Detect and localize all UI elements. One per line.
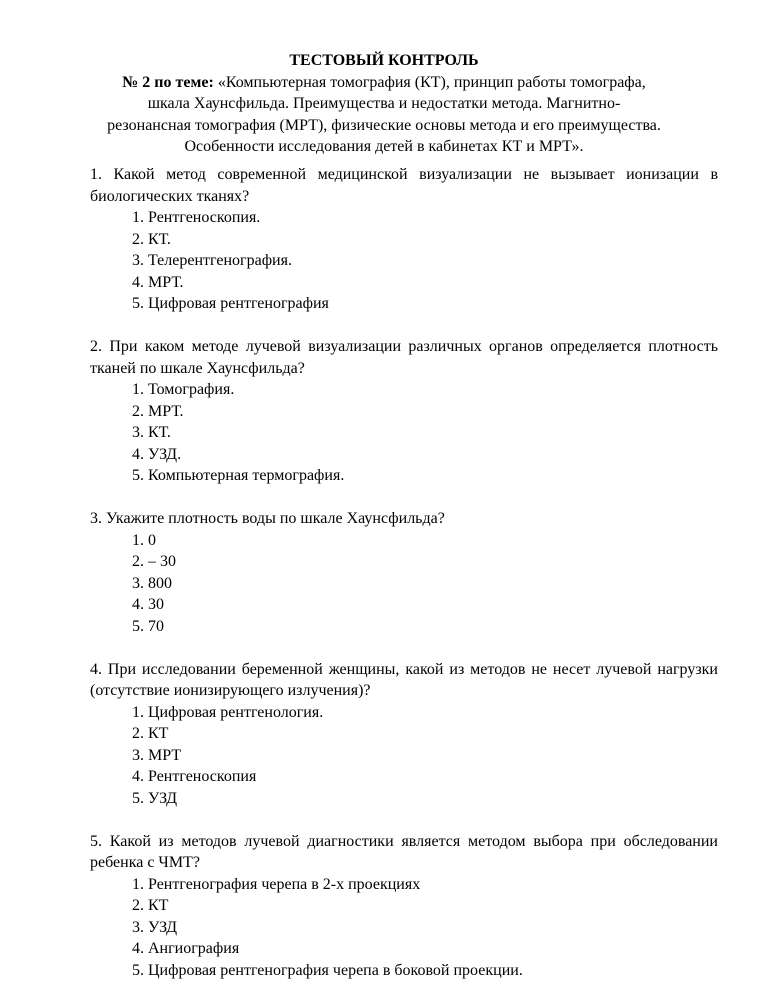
answer-option: 4. МРТ. <box>132 273 184 291</box>
document-header <box>60 50 708 158</box>
question-3 <box>90 508 718 637</box>
answer-option: 2. КТ. <box>132 230 171 248</box>
question-text: 1. Какой метод современной медицинской визуализации не вызывает ионизации в биологических тканях? <box>90 166 718 205</box>
subject-line: резонансная томография (МРТ), физические основы метода и его преимущества. <box>107 116 661 134</box>
question-5 <box>90 831 718 982</box>
answer-option: 2. КТ <box>132 725 169 742</box>
answer-options <box>90 702 718 810</box>
answer-option: 2. – 30 <box>132 553 176 570</box>
question-1 <box>90 164 718 315</box>
test-subject <box>60 72 708 158</box>
answer-option: 1. Цифровая рентгенология. <box>132 703 324 721</box>
subject-line: шкала Хаунсфильда. Преимущества и недостатки метода. Магнитно- <box>147 95 621 112</box>
answer-options <box>90 207 718 315</box>
question-2 <box>90 336 718 487</box>
answer-option: 5. 70 <box>132 617 164 635</box>
answer-option: 1. Рентгеноскопия. <box>132 209 261 226</box>
question-text: 2. При каком методе лучевой визуализации различных органов определяется плотность тканей по шкале Хаунсфильда? <box>90 338 718 377</box>
question-list <box>90 164 718 1003</box>
answer-option: 1. Рентгенография черепа в 2-х проекциях <box>132 875 421 893</box>
subject-line: Особенности исследования детей в кабинетах КТ и МРТ». <box>184 138 584 155</box>
answer-option: 4. 30 <box>132 596 164 613</box>
answer-option: 5. Цифровая рентгенография черепа в боковой проекции. <box>132 961 523 979</box>
answer-option: 4. УЗД. <box>132 445 182 463</box>
answer-option: 4. Ангиография <box>132 940 240 957</box>
answer-option: 4. Рентгеноскопия <box>132 768 257 785</box>
subject-line <box>60 72 708 94</box>
question-text: 3. Укажите плотность воды по шкале Хаунсфильда? <box>90 510 445 527</box>
subject-line-text: «Компьютерная томография (КТ), принцип работы томографа, <box>217 73 646 91</box>
answer-options <box>90 874 718 982</box>
answer-option: 3. Телерентгенография. <box>132 252 292 269</box>
answer-options <box>90 379 718 487</box>
question-4 <box>90 659 718 810</box>
answer-option: 3. 800 <box>132 574 172 592</box>
answer-option: 2. КТ <box>132 897 169 914</box>
document-title: ТЕСТОВЫЙ КОНТРОЛЬ <box>289 52 479 69</box>
answer-option: 5. УЗД <box>132 789 178 807</box>
subject-prefix: № 2 по теме: <box>122 73 214 91</box>
answer-option: 5. Компьютерная термография. <box>132 467 345 484</box>
answer-option: 3. МРТ <box>132 746 182 764</box>
answer-option: 1. 0 <box>132 531 156 549</box>
answer-option: 3. КТ. <box>132 424 171 441</box>
answer-option: 5. Цифровая рентгенография <box>132 295 329 312</box>
answer-options <box>90 530 718 638</box>
answer-option: 1. Томография. <box>132 381 235 398</box>
answer-option: 2. МРТ. <box>132 402 184 420</box>
question-text: 5. Какой из методов лучевой диагностики является методом выбора при обследовании ребенка с ЧМТ? <box>90 832 718 871</box>
question-text: 4. При исследовании беременной женщины, какой из методов не несет лучевой нагрузки (отсутствие ионизирующего излучения)? <box>90 660 718 699</box>
answer-option: 3. УЗД <box>132 918 178 936</box>
